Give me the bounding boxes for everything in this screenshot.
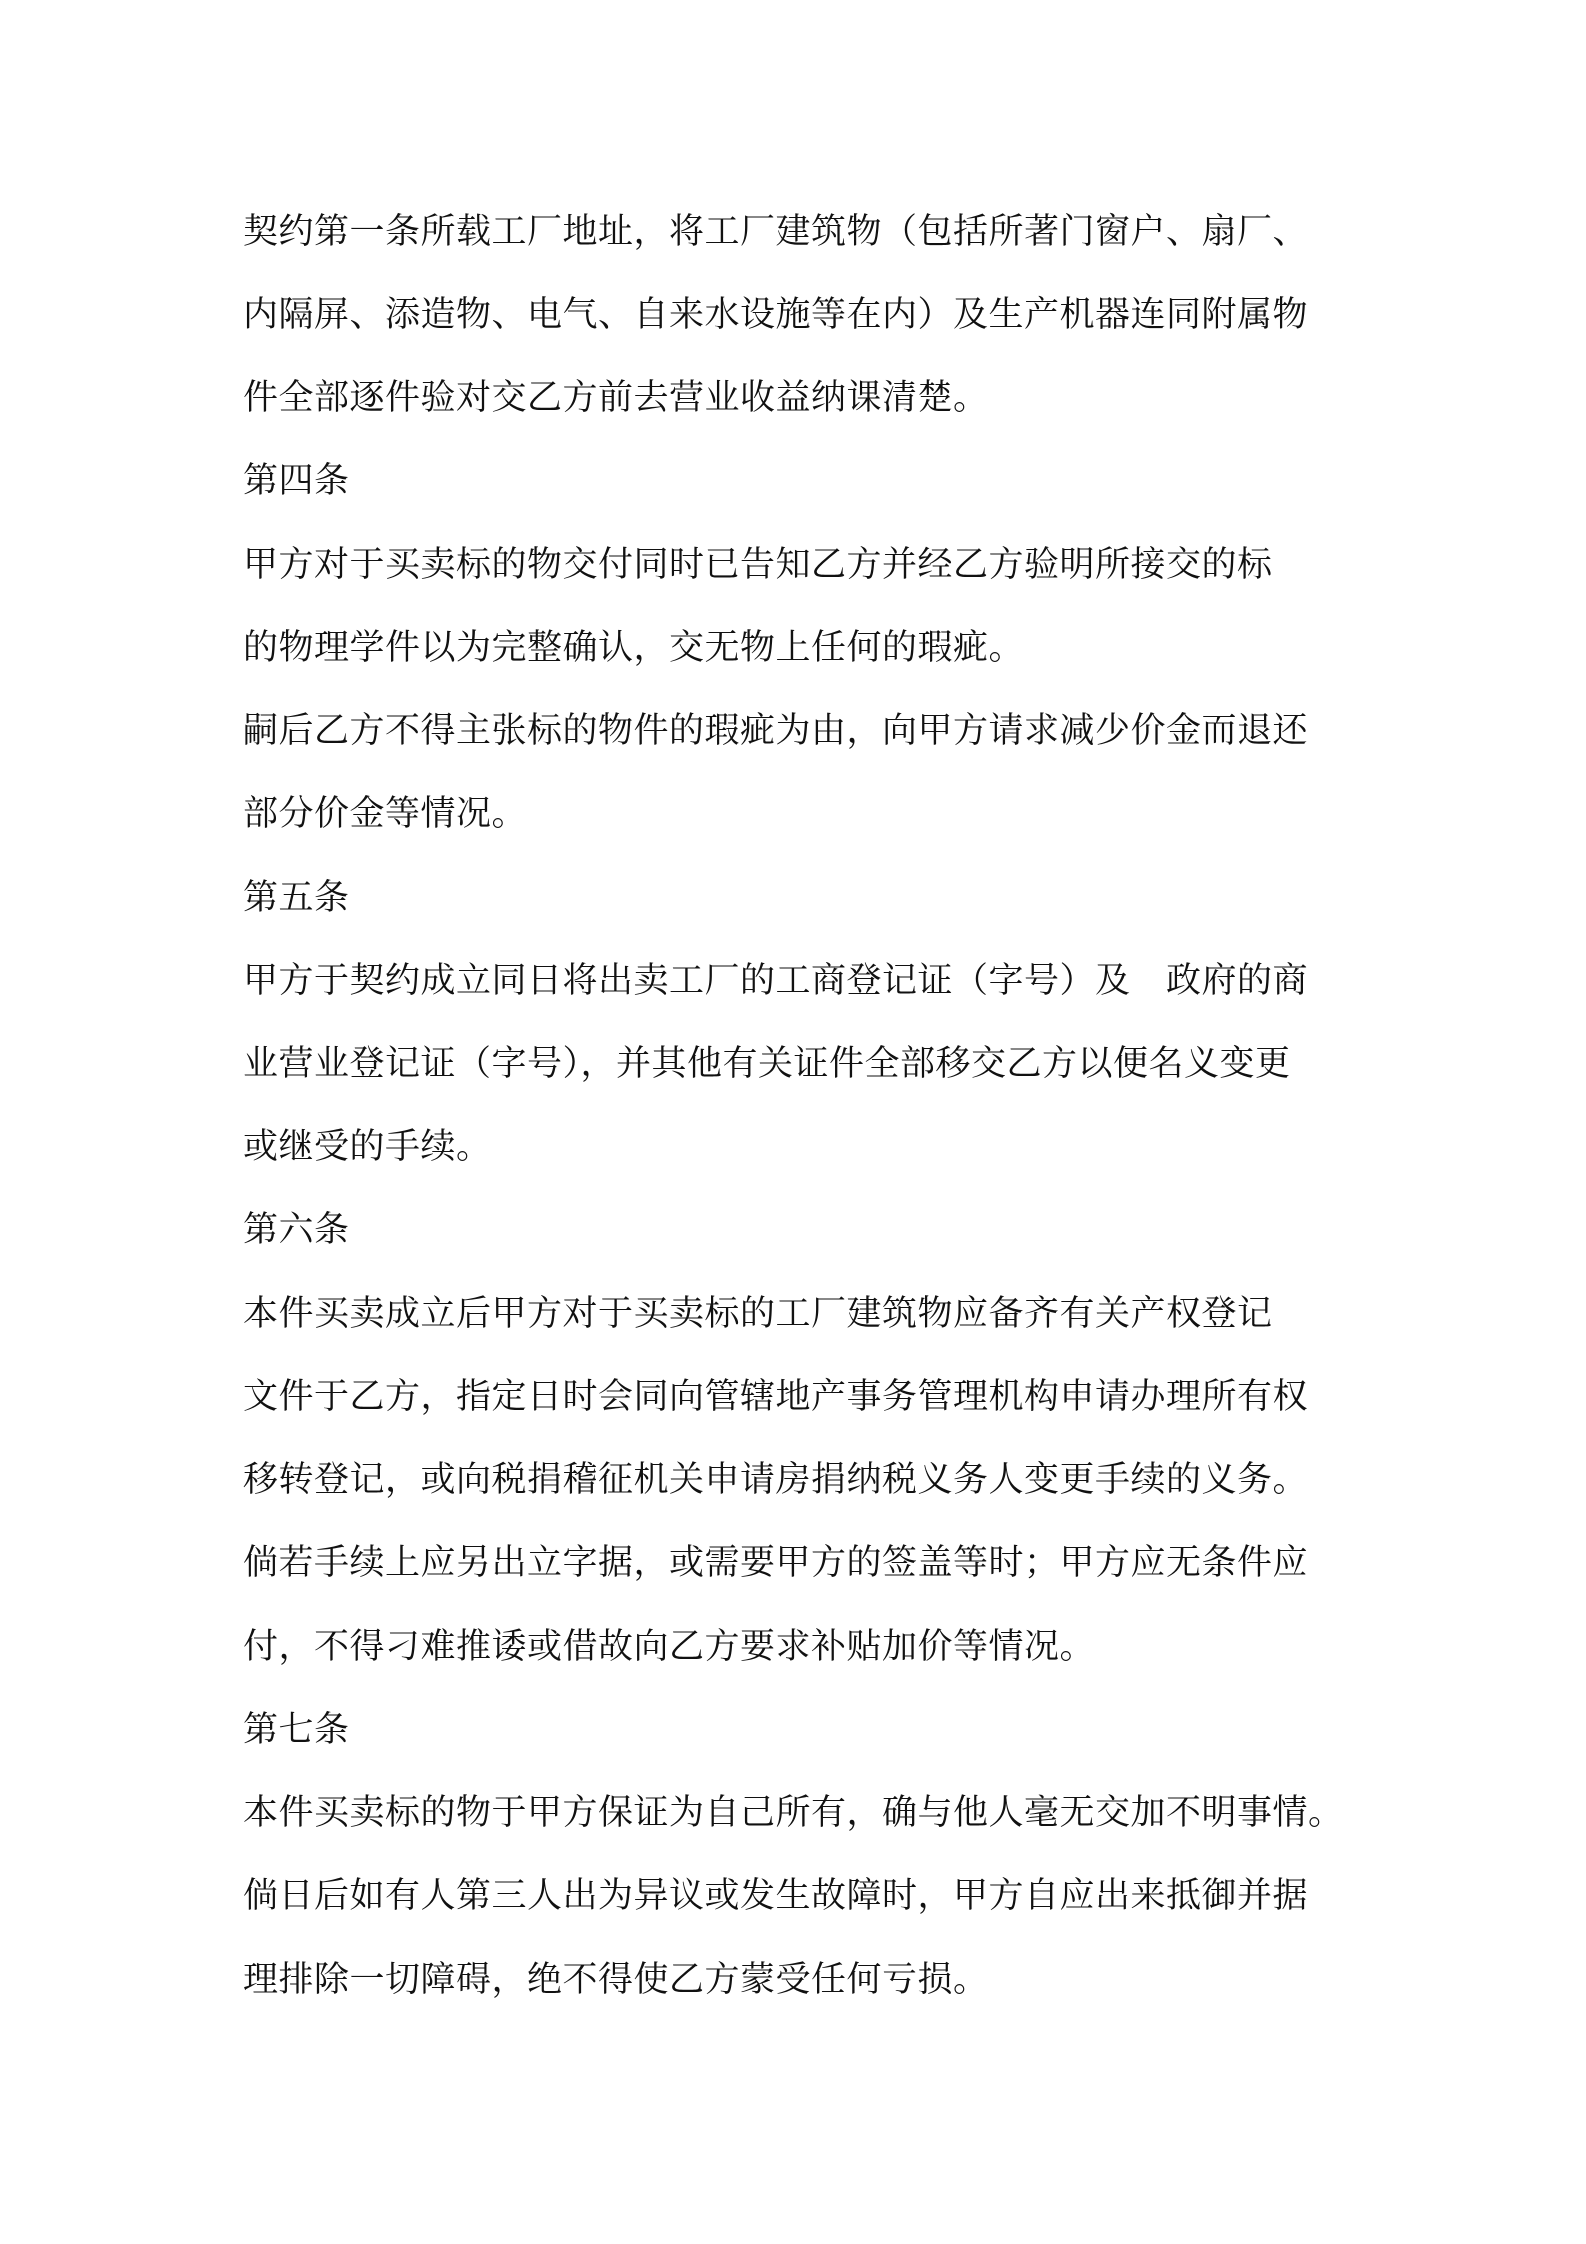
text-line: 甲方对于买卖标的物交付同时已告知乙方并经乙方验明所接交的标 <box>243 545 1273 585</box>
text-line: 件全部逐件验对交乙方前去营业收益纳课清楚。 <box>243 378 989 418</box>
text-line: 嗣后乙方不得主张标的物件的瑕疵为由，向甲方请求减少价金而退还 <box>243 711 1309 751</box>
article-heading: 第六条 <box>243 1210 350 1250</box>
article-heading: 第四条 <box>243 461 350 501</box>
text-line: 文件于乙方，指定日时会同向管辖地产事务管理机构申请办理所有权 <box>243 1377 1309 1417</box>
text-line: 倘日后如有人第三人出为异议或发生故障时，甲方自应出来抵御并据 <box>243 1876 1309 1916</box>
text-line: 本件买卖成立后甲方对于买卖标的工厂建筑物应备齐有关产权登记 <box>243 1294 1273 1334</box>
text-line: 付，不得刁难推诿或借故向乙方要求补贴加价等情况。 <box>243 1627 1096 1667</box>
text-line: 契约第一条所载工厂地址，将工厂建筑物（包括所著门窗户、扇厂、 <box>243 212 1309 252</box>
text-line: 内隔屏、添造物、电气、自来水设施等在内）及生产机器连同附属物 <box>243 295 1309 335</box>
article-heading: 第五条 <box>243 878 350 918</box>
text-line: 业营业登记证（字号），并其他有关证件全部移交乙方以便名义变更 <box>243 1044 1291 1084</box>
text-line: 倘若手续上应另出立字据，或需要甲方的签盖等时；甲方应无条件应 <box>243 1543 1309 1583</box>
text-line: 部分价金等情况。 <box>243 794 528 834</box>
text-line: 或继受的手续。 <box>243 1127 492 1167</box>
text-line: 移转登记，或向税捐稽征机关申请房捐纳税义务人变更手续的义务。 <box>243 1460 1309 1500</box>
text-line: 理排除一切障碍，绝不得使乙方蒙受任何亏损。 <box>243 1960 989 2000</box>
text-line: 本件买卖标的物于甲方保证为自己所有，确与他人毫无交加不明事情。 <box>243 1793 1344 1833</box>
article-heading: 第七条 <box>243 1710 350 1750</box>
text-line: 的物理学件以为完整确认，交无物上任何的瑕疵。 <box>243 628 1025 668</box>
text-line: 甲方于契约成立同日将出卖工厂的工商登记证（字号）及 政府的商 <box>243 961 1309 1001</box>
